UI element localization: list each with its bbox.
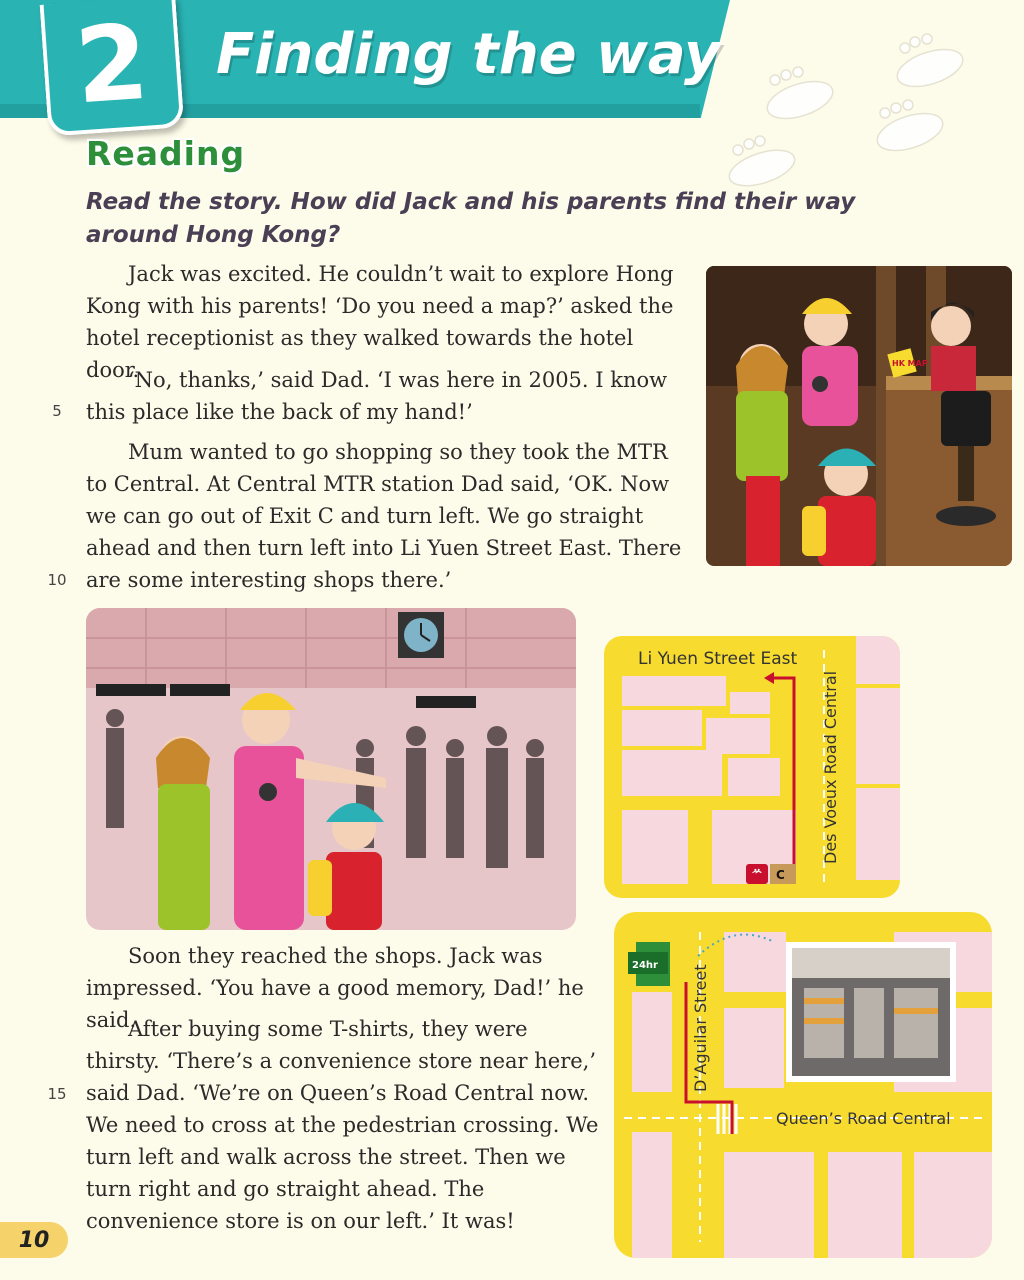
- page-number: 10: [0, 1222, 68, 1258]
- hotel-lobby-illustration: [706, 266, 1012, 566]
- story-paragraph-4: Soon they reached the shops. Jack was impressed. ‘You have a good memory, Dad!’ he said.: [86, 944, 584, 1032]
- svg-text:ᄊ: ᄊ: [751, 868, 763, 882]
- chapter-number-badge: 2: [40, 0, 185, 137]
- street-label-li-yuen: Li Yuen Street East: [638, 649, 798, 669]
- map-li-yuen-street: [604, 636, 900, 898]
- story-paragraph-5: After buying some T-shirts, they were thirsty. ‘There’s a convenience store near here,’ said Dad. ‘We’re on Queen’s Road Central now. We need to cross at the pedestrian crossing. We turn left and walk across the street. Then we turn right and go straight ahead. The convenience store is on our left.’ It was!: [86, 1017, 599, 1233]
- story-paragraph-2: ‘No, thanks,’ said Dad. ‘I was here in 2005. I know this place like the back of my hand!’: [86, 368, 668, 424]
- mtr-station-illustration: [86, 608, 576, 930]
- line-number: 5: [52, 402, 62, 420]
- store-24hr-badge: 24hr: [632, 960, 658, 971]
- hotel-map-sign: HK MAP: [892, 359, 928, 368]
- line-number: 15: [47, 1085, 67, 1103]
- footprints-decoration: [700, 20, 1020, 190]
- section-heading-reading: Reading: [86, 134, 246, 173]
- street-label-des-voeux: Des Voeux Road Central: [821, 670, 840, 864]
- story-paragraph-1: Jack was excited. He couldn’t wait to explore Hong Kong with his parents! ‘Do you need a map?’ asked the hotel receptionist as they walked towards the hotel door.: [86, 262, 674, 382]
- chapter-title: Finding the way: [216, 22, 721, 87]
- street-label-daguilar: D’Aguilar Street: [691, 964, 710, 1092]
- exit-c-label: C: [776, 868, 785, 882]
- story-paragraph-3: Mum wanted to go shopping so they took the MTR to Central. At Central MTR station Dad said, ‘OK. Now we can go out of Exit C and turn left. We go straight ahead and then turn left into Li Yuen Street East. There are some interesting shops there.’: [86, 440, 682, 592]
- line-number: 10: [47, 571, 67, 589]
- reading-instruction: Read the story. How did Jack and his parents find their way around Hong Kong?: [86, 189, 856, 248]
- street-label-queens-road: Queen’s Road Central: [776, 1109, 951, 1128]
- map-queens-road: [614, 912, 992, 1258]
